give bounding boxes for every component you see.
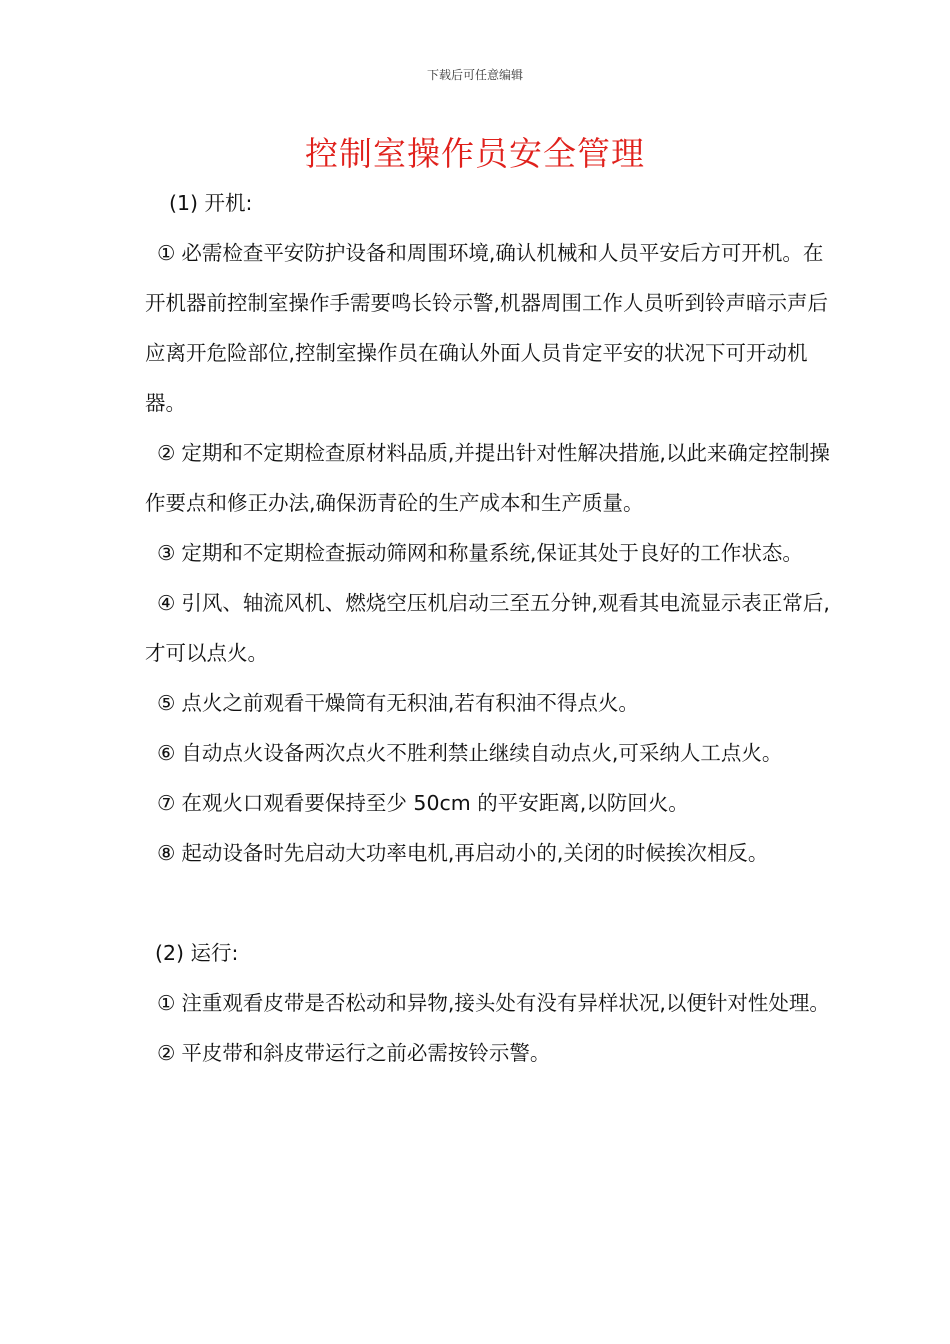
document-title: 控制室操作员安全管理 — [305, 134, 645, 173]
item-number: ④ — [157, 591, 176, 615]
list-item — [145, 978, 835, 1028]
item-number: ⑧ — [157, 841, 176, 865]
section-heading-operation: (2) 运行: — [155, 941, 239, 965]
page-header-note: 下载后可任意编辑 — [426, 68, 523, 82]
item-number: ② — [157, 441, 176, 465]
item-number: ⑦ — [157, 791, 176, 815]
item-text: 起动设备时先启动大功率电机,再启动小的,关闭的时候挨次相反。 — [181, 841, 769, 865]
item-number: ① — [157, 241, 176, 265]
item-text: 引风、轴流风机、燃烧空压机启动三至五分钟,观看其电流显示表正常后,才可以点火。 — [145, 591, 830, 665]
item-number: ① — [157, 991, 176, 1015]
document-body — [145, 178, 835, 1078]
item-text: 点火之前观看干燥筒有无积油,若有积油不得点火。 — [181, 691, 639, 715]
item-text: 注重观看皮带是否松动和异物,接头处有没有异样状况,以便针对性处理。 — [181, 991, 830, 1015]
list-item — [145, 778, 835, 828]
item-text: 平皮带和斜皮带运行之前必需按铃示警。 — [181, 1041, 551, 1065]
list-item — [145, 578, 835, 678]
item-number: ② — [157, 1041, 176, 1065]
list-item — [145, 228, 835, 428]
section-heading-startup: (1) 开机: — [169, 191, 253, 215]
list-item — [145, 828, 835, 878]
item-text: 定期和不定期检查振动筛网和称量系统,保证其处于良好的工作状态。 — [181, 541, 803, 565]
list-item — [145, 728, 835, 778]
item-text: 定期和不定期检查原材料品质,并提出针对性解决措施,以此来确定控制操作要点和修正办法,确保沥青砼的生产成本和生产质量。 — [145, 441, 830, 515]
list-item — [145, 1028, 835, 1078]
list-item — [145, 428, 835, 528]
item-text: 在观火口观看要保持至少 50cm 的平安距离,以防回火。 — [181, 791, 689, 815]
list-item — [145, 678, 835, 728]
list-item — [145, 528, 835, 578]
item-number: ⑤ — [157, 691, 176, 715]
item-number: ⑥ — [157, 741, 176, 765]
item-text: 自动点火设备两次点火不胜利禁止继续自动点火,可采纳人工点火。 — [181, 741, 783, 765]
item-number: ③ — [157, 541, 176, 565]
section-spacer — [145, 878, 835, 928]
item-text: 必需检查平安防护设备和周围环境,确认机械和人员平安后方可开机。在开机器前控制室操作手需要鸣长铃示警,机器周围工作人员听到铃声暗示声后应离开危险部位,控制室操作员在确认外面人员肯定平安的状况下可开动机器。 — [145, 241, 829, 415]
